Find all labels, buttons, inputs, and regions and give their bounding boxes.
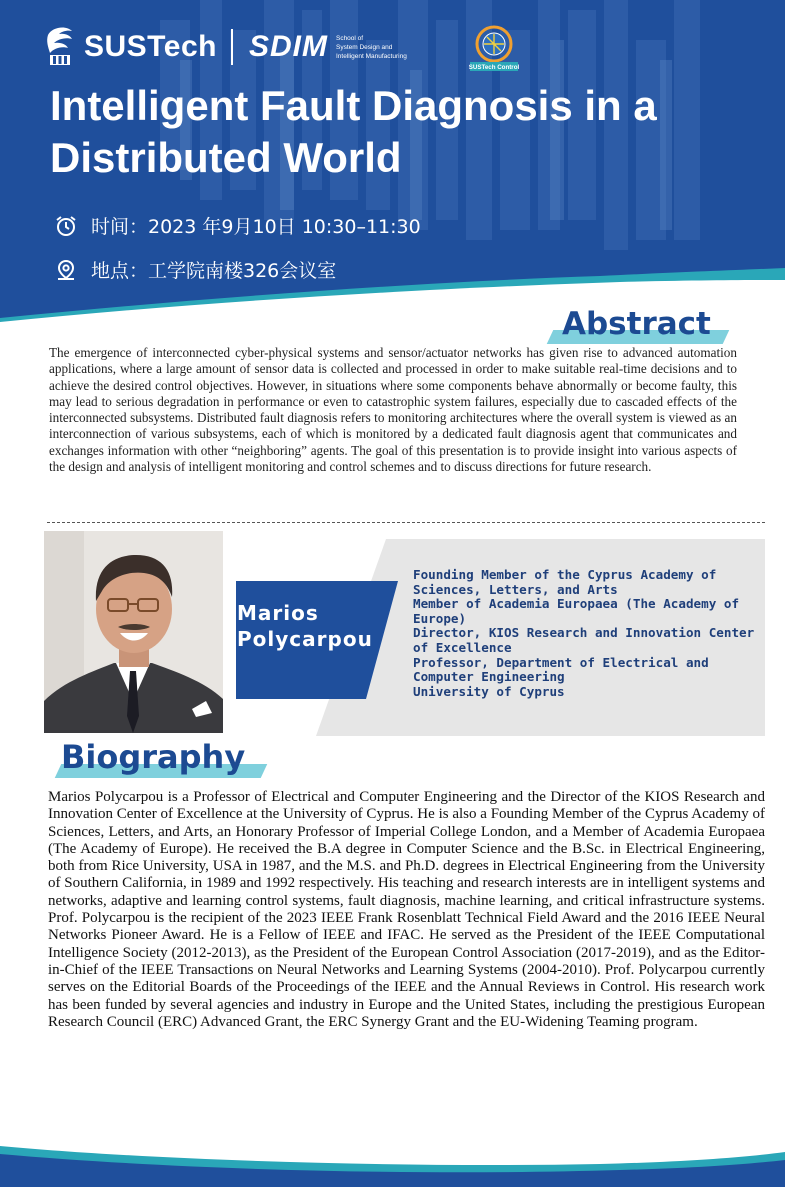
sustech-logo-icon <box>42 25 78 69</box>
speaker-name <box>237 600 387 652</box>
school-name-line: System Design and <box>335 43 393 51</box>
divider <box>47 522 765 523</box>
school-name-line: Intelligent Manufacturing <box>335 52 407 60</box>
speaker-title-item: University of Cyprus <box>413 683 565 699</box>
logo-row <box>42 22 416 72</box>
speaker-last-name: Polycarpou <box>237 627 373 651</box>
speaker-title-item: Founding Member of the Cyprus Academy of Sciences, Letters, and Arts <box>413 567 717 597</box>
event-place <box>55 256 336 283</box>
sdim-logo: SDIM <box>248 30 328 63</box>
biography-heading-text: Biography <box>61 738 246 776</box>
sustech-brand-text: SUSTech <box>84 30 217 63</box>
speaker-first-name: Marios <box>237 601 319 625</box>
biography-text: Marios Polycarpou is a Professor of Electrical and Computer Engineering and the Director of the KIOS Research and Innovation Center of Excellence at the University of Cyprus. He is also a Founding Member of the Cyprus Academy of Sciences, Letters, and Arts, an Honorary Professor of Imperial College London, and a Member of Academia Europaea (The Academy of Europe). He received the B.A degree in Computer Science and the B.Sc. in Electrical Engineering, both from Rice University, USA in 1987, and the M.S. and Ph.D. degrees in Electrical Engineering from the University of Southern California, in 1989 and 1992 respectively. His teaching and research interests are in intelligent systems and networks, adaptive and learning control systems, fault diagnosis, machine learning, and critical infrastructure systems. Prof. Polycarpou is the recipient of the 2023 IEEE Frank Rosenblatt Technical Field Award and the 2016 IEEE Neural Networks Pioneer Award. He is a Fellow of IEEE and IFAC. He served as the President of the IEEE Computational Intelligence Society (2012-2013), as the President of the European Control Association (2017-2019), and as the Editor-in-Chief of the IEEE Transactions on Neural Networks and Learning Systems (2004-2010). Prof. Polycarpou currently serves on the Editorial Boards of the Proceedings of the IEEE and the Annual Reviews in Control. His research work has been funded by several agencies and industry in Europe and the United States, including the prestigious European Research Council (ERC) Advanced Grant, the ERC Synergy Grant and the EU-Widening Teaming program. <box>48 789 765 1030</box>
logo-divider <box>231 29 233 65</box>
abstract-text: The emergence of interconnected cyber-physical systems and sensor/actuator networks has given rise to advanced automation applications, where a large amount of sensor data is collected and processed in order to make suitable real-time decisions and to achieve the desired control objectives. However, in situations where some components behave abnormally or become faulty, this may lead to serious degradation in performance or even to catastrophic system failures, especially due to cascaded effects of the interconnected subsystems. Distributed fault diagnosis refers to monitoring architectures where the overall system is viewed as an interconnection of various subsystems, each of which is monitored by a dedicated fault diagnosis agent that communicates and exchanges information with other “neighboring” agents. The goal of this presentation is to provide insight into various aspects of the design and analysis of intelligent monitoring and control schemes and to discuss directions for future research. <box>49 345 737 475</box>
biography-heading <box>50 738 280 782</box>
page-title: Intelligent Fault Diagnosis in a Distributed World <box>50 82 657 181</box>
abstract-heading-text: Abstract <box>562 306 711 342</box>
event-time-text: 时间：2023 年9月10日 10:30–11:30 <box>91 216 421 238</box>
abstract-heading <box>540 306 740 346</box>
event-time <box>55 212 421 239</box>
alarm-clock-icon <box>55 215 77 237</box>
speaker-title-item: Director, KIOS Research and Innovation Center of Excellence <box>413 625 755 655</box>
speaker-titles <box>413 568 765 699</box>
event-place-text: 地点：工学院南楼326会议室 <box>91 260 337 282</box>
school-name-line: School of <box>335 34 364 42</box>
footer-wave <box>0 1130 785 1187</box>
location-pin-icon <box>55 259 77 281</box>
school-name <box>336 34 416 61</box>
sustech-control-logo-icon <box>468 24 520 72</box>
speaker-photo <box>44 531 223 733</box>
header-banner <box>0 0 785 330</box>
speaker-title-item: Member of Academia Europaea (The Academy of Europe) <box>413 596 740 626</box>
speaker-title-item: Professor, Department of Electrical and Computer Engineering <box>413 654 709 685</box>
lab-logo-text: SUSTech Control <box>468 64 520 71</box>
